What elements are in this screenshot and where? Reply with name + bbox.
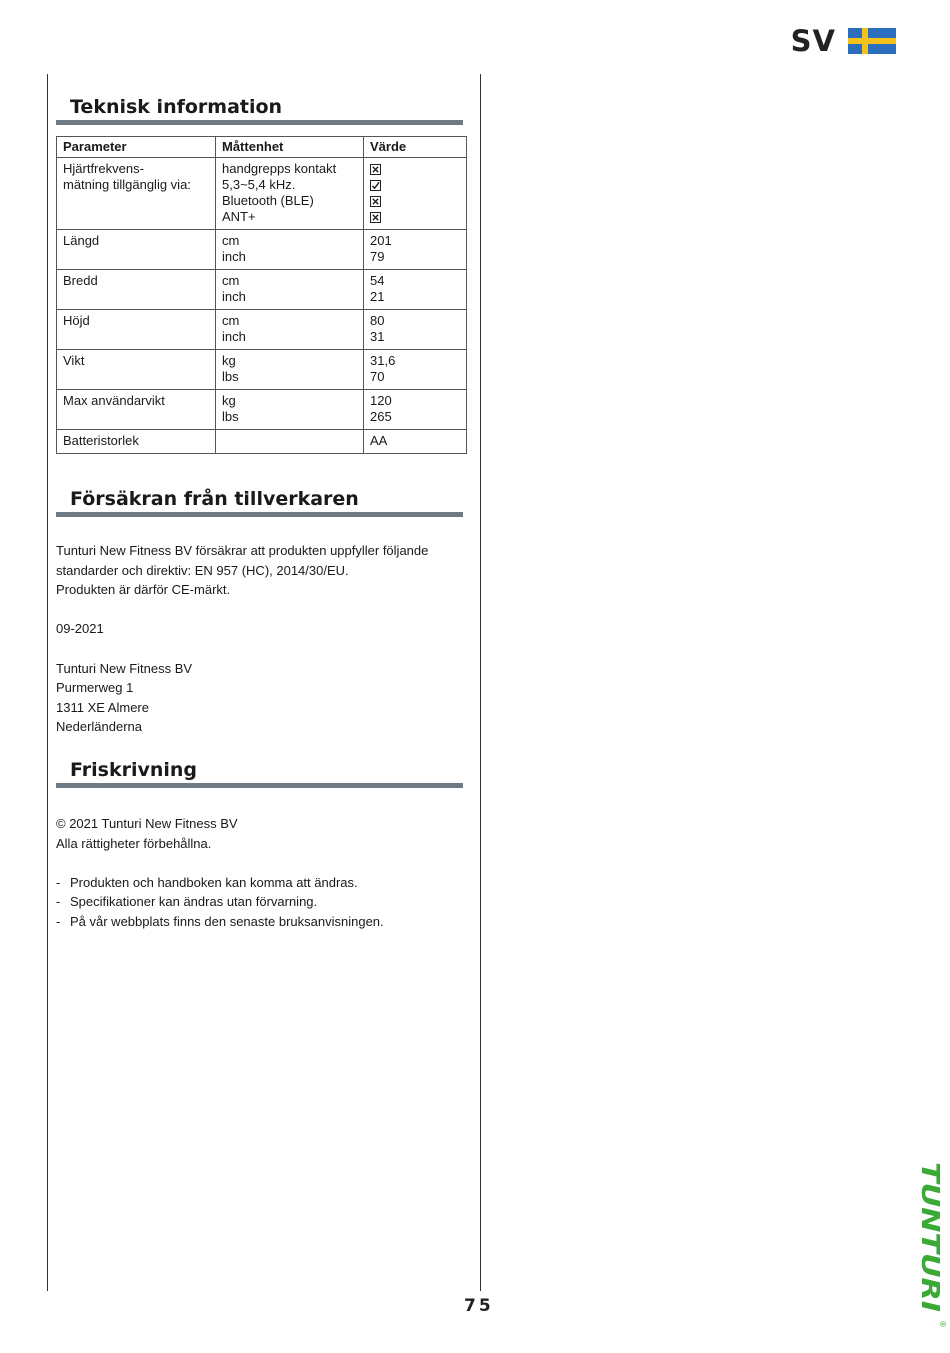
value-cell-line: 54 bbox=[370, 273, 385, 288]
unit-cell bbox=[216, 230, 364, 270]
unit-cell-line: 5,3~5,4 kHz. bbox=[222, 177, 296, 192]
list-item: - Produkten och handboken kan komma att ändras. bbox=[56, 874, 358, 890]
value-cell-line: 201 bbox=[370, 233, 392, 248]
value-cell bbox=[364, 390, 467, 430]
parameter-cell bbox=[57, 390, 216, 430]
address-line: Nederländerna bbox=[56, 719, 143, 735]
address-line: Tunturi New Fitness BV bbox=[56, 660, 193, 676]
disclaimer-list bbox=[56, 873, 468, 932]
table-row bbox=[57, 350, 467, 390]
unit-cell-line: handgrepps kontakt bbox=[222, 161, 337, 176]
parameter-cell-line: Vikt bbox=[63, 353, 85, 368]
table-header-row bbox=[57, 137, 467, 158]
parameter-cell bbox=[57, 230, 216, 270]
swedish-flag-icon bbox=[848, 28, 896, 54]
tunturi-logo-text: TUNTURI bbox=[916, 1162, 945, 1287]
value-cell-line: AA bbox=[370, 433, 388, 448]
unit-cell-line: inch bbox=[222, 249, 246, 264]
table-row bbox=[57, 230, 467, 270]
parameter-cell-line: Batteristorlek bbox=[63, 433, 139, 448]
manufacturer-address bbox=[56, 659, 468, 737]
parameter-cell bbox=[57, 158, 216, 230]
page-number: 75 bbox=[464, 1296, 494, 1316]
unit-cell-line: cm bbox=[222, 233, 240, 248]
column-header-unit: Måttenhet bbox=[216, 137, 364, 158]
address-line: 1311 XE Almere bbox=[56, 699, 149, 715]
declaration-date: 09-2021 bbox=[56, 621, 104, 637]
declaration-text bbox=[56, 541, 468, 600]
unit-cell-line: cm bbox=[222, 313, 240, 328]
table-row bbox=[57, 270, 467, 310]
declaration-heading: Försäkran från tillverkaren bbox=[56, 488, 463, 517]
parameter-cell bbox=[57, 430, 216, 454]
tunturi-logo bbox=[916, 1160, 947, 1328]
parameter-cell-line: Längd bbox=[63, 233, 100, 248]
table-row bbox=[57, 390, 467, 430]
crossed-box-icon bbox=[370, 164, 381, 175]
main-column bbox=[56, 96, 468, 932]
checkbox-line bbox=[370, 177, 460, 193]
disclaimer-heading: Friskrivning bbox=[56, 759, 463, 788]
table-row bbox=[57, 158, 467, 230]
value-cell-line: 79 bbox=[370, 249, 385, 264]
unit-cell bbox=[216, 310, 364, 350]
registered-mark-icon: ® bbox=[938, 1320, 947, 1328]
checkbox-line bbox=[370, 161, 460, 177]
declaration-line: Tunturi New Fitness BV försäkrar att produkten uppfyller följande bbox=[56, 543, 429, 558]
value-cell bbox=[364, 310, 467, 350]
value-cell bbox=[364, 350, 467, 390]
unit-cell-line: lbs bbox=[222, 409, 239, 424]
parameter-cell bbox=[57, 350, 216, 390]
column-header-value: Värde bbox=[364, 137, 467, 158]
language-code: SV bbox=[790, 24, 836, 58]
value-cell bbox=[364, 270, 467, 310]
value-cell-line: 265 bbox=[370, 409, 392, 424]
value-cell bbox=[364, 158, 467, 230]
value-cell-line: 21 bbox=[370, 289, 385, 304]
parameter-cell-line: Höjd bbox=[63, 313, 90, 328]
tech-spec-table bbox=[56, 136, 467, 454]
unit-cell bbox=[216, 390, 364, 430]
unit-cell-line: inch bbox=[222, 289, 246, 304]
checked-box-icon bbox=[370, 180, 381, 191]
address-line: Purmerweg 1 bbox=[56, 680, 134, 696]
crossed-box-icon bbox=[370, 212, 381, 223]
unit-cell-line bbox=[222, 433, 357, 449]
unit-cell-line: ANT+ bbox=[222, 209, 256, 224]
value-cell-line: 70 bbox=[370, 369, 385, 384]
unit-cell-line: kg bbox=[222, 353, 236, 368]
list-item: - På vår webbplats finns den senaste bruksanvisningen. bbox=[56, 913, 384, 929]
value-cell bbox=[364, 230, 467, 270]
parameter-cell-line: Hjärtfrekvens- bbox=[63, 161, 144, 176]
table-row bbox=[57, 430, 467, 454]
table-row bbox=[57, 310, 467, 350]
unit-cell-line: lbs bbox=[222, 369, 239, 384]
language-badge bbox=[791, 24, 896, 58]
unit-cell-line: inch bbox=[222, 329, 246, 344]
copyright-text bbox=[56, 814, 468, 853]
declaration-line: standarder och direktiv: EN 957 (HC), 2014/30/EU. bbox=[56, 562, 349, 578]
unit-cell-line: Bluetooth (BLE) bbox=[222, 193, 314, 208]
unit-cell bbox=[216, 270, 364, 310]
tech-info-heading: Teknisk information bbox=[56, 96, 463, 125]
copyright-line: © 2021 Tunturi New Fitness BV bbox=[56, 815, 238, 831]
rights-line: Alla rättigheter förbehållna. bbox=[56, 835, 212, 851]
crossed-box-icon bbox=[370, 196, 381, 207]
parameter-cell-line: mätning tillgänglig via: bbox=[63, 177, 191, 192]
unit-cell bbox=[216, 350, 364, 390]
value-cell bbox=[364, 430, 467, 454]
value-cell-line: 31 bbox=[370, 329, 385, 344]
left-margin-rule bbox=[47, 74, 48, 1291]
list-item: - Specifikationer kan ändras utan förvarning. bbox=[56, 894, 318, 910]
declaration-line: Produkten är därför CE-märkt. bbox=[56, 582, 231, 598]
unit-cell-line: cm bbox=[222, 273, 240, 288]
checkbox-line bbox=[370, 193, 460, 209]
column-divider-rule bbox=[480, 74, 481, 1291]
unit-cell bbox=[216, 430, 364, 454]
parameter-cell bbox=[57, 310, 216, 350]
parameter-cell-line: Max användarvikt bbox=[63, 393, 165, 408]
value-cell-line: 80 bbox=[370, 313, 385, 328]
tech-spec-body bbox=[57, 158, 467, 454]
parameter-cell bbox=[57, 270, 216, 310]
value-cell-line: 120 bbox=[370, 393, 392, 408]
unit-cell-line: kg bbox=[222, 393, 236, 408]
checkbox-line bbox=[370, 209, 460, 225]
unit-cell bbox=[216, 158, 364, 230]
parameter-cell-line: Bredd bbox=[63, 273, 98, 288]
column-header-parameter: Parameter bbox=[57, 137, 216, 158]
value-cell-line: 31,6 bbox=[370, 353, 396, 368]
